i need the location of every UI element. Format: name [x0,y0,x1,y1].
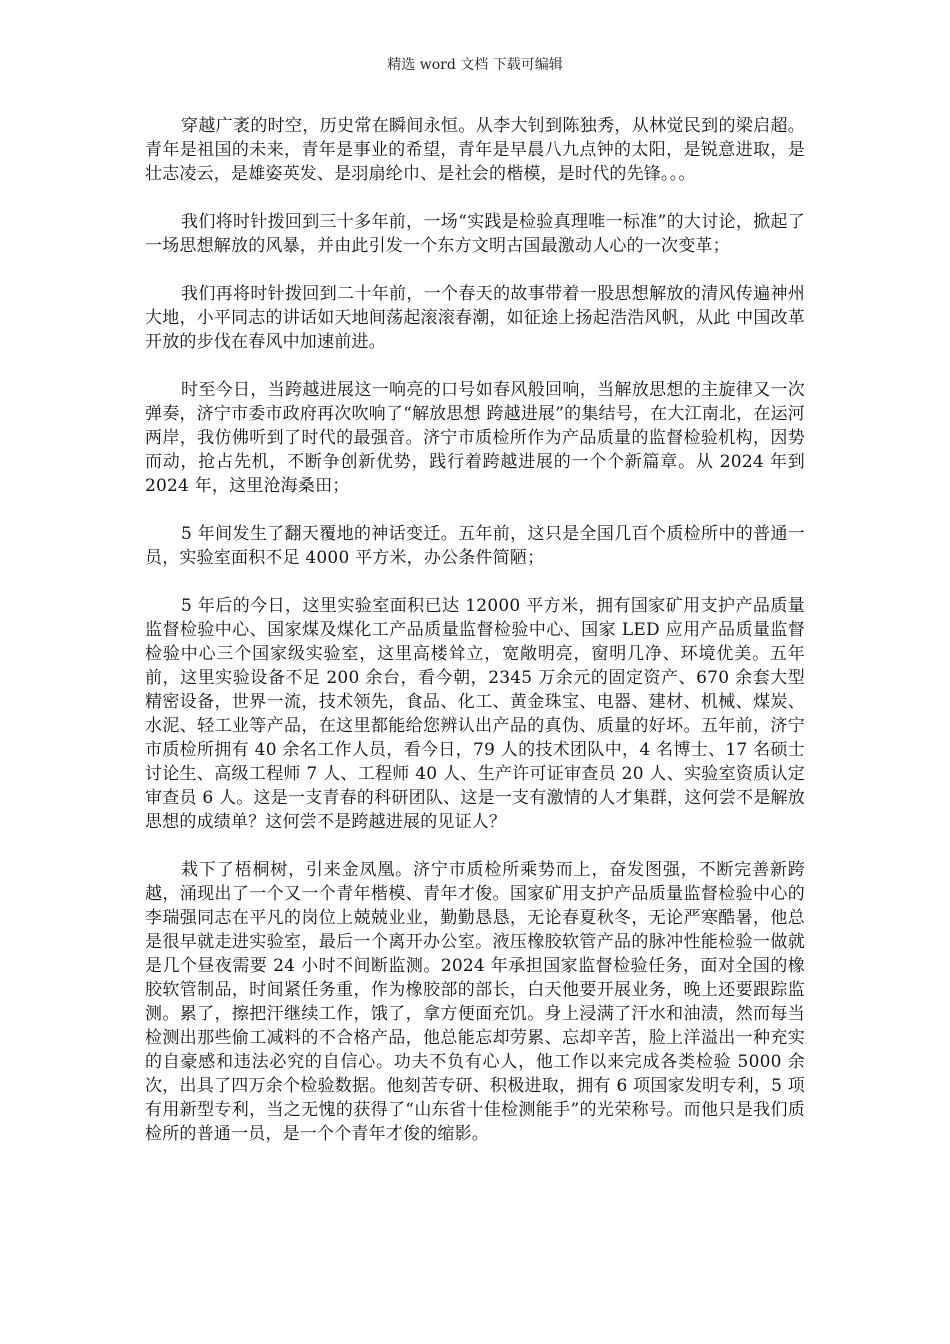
paragraph-3: 我们再将时针拨回到二十年前，一个春天的故事带着一股思想解放的清风传遍神州大地，小平同志的讲话如天地间荡起滚滚春潮，如征途上扬起浩浩风帆，从此 中国改革开放的步伐在春风中加速前进。 [145,284,805,352]
page-header: 精选 word 文档 下载可编辑 [387,57,563,73]
paragraph-5: 5 年间发生了翻天覆地的神话变迁。五年前，这只是全国几百个质检所中的普通一员，实验室面积不足 4000 平方米，办公条件简陋； [145,524,805,568]
paragraph-2: 我们将时针拨回到三十多年前，一场“实践是检验真理唯一标准”的大讨论，掀起了一场思想解放的风暴，并由此引发一个东方文明古国最激动人心的一次变革； [145,212,805,256]
paragraph-6: 5 年后的今日，这里实验室面积已达 12000 平方米，拥有国家矿用支护产品质量监督检验中心、国家煤及煤化工产品质量监督检验中心、国家 LED 应用产品质量监督检验中心三个国家级实验室，这里高楼耸立，宽敞明亮，窗明几净、环境优美。五年前，这里实验设备不足 200 余台，看今朝，2345 万余元的固定资产、670 余套大型精密设备，世界一流，技术领先，食品、化工、黄金珠宝、电器、建材、机械、煤炭、水泥、轻工业等产品，在这里都能给您辨认出产品的真伪、质量的好坏。五年前，济宁市质检所拥有 40 余名工作人员，看今日，79 人的技术团队中，4 名博士、17 名硕士讨论生、高级工程师 7 人、工程师 40 人、生产许可证审查员 20 人、实验室资质认定审查员 6 人。这是一支青春的科研团队、这是一支有激情的人才集群，这何尝不是解放思想的成绩单？这何尝不是跨越进展的见证人？ [145,596,805,832]
paragraph-7: 栽下了梧桐树，引来金凤凰。济宁市质检所乘势而上，奋发图强，不断完善新跨越，涌现出了一个又一个青年楷模、青年才俊。国家矿用支护产品质量监督检验中心的李瑞强同志在平凡的岗位上兢兢业业，勤勤恳恳，无论春夏秋冬，无论严寒酷暑，他总是很早就走进实验室，最后一个离开办公室。液压橡胶软管产品的脉冲性能检验一做就是几个昼夜需要 24 小时不间断监测。2024 年承担国家监督检验任务，面对全国的橡胶软管制品，时间紧任务重，作为橡胶部的部长，白天他要开展业务，晚上还要跟踪监测。累了，擦把汗继续工作，饿了，拿方便面充饥。身上浸满了汗水和油渍，然而每当检测出那些偷工减料的不合格产品，他总能忘却劳累、忘却辛苦，脸上洋溢出一种充实的自豪感和违法必究的自信心。功夫不负有心人，他工作以来完成各类检验 5000 余次，出具了四万余个检验数据。他刻苦专研、积极进取，拥有 6 项国家发明专利，5 项有用新型专利，当之无愧的获得了“山东省十佳检测能手”的光荣称号。而他只是我们质检所的普通一员，是一个个青年才俊的缩影。 [145,860,805,1144]
document-body [145,114,805,1170]
paragraph-4: 时至今日，当跨越进展这一响亮的口号如春风般回响，当解放思想的主旋律又一次弹奏，济宁市委市政府再次吹响了“解放思想 跨越进展”的集结号，在大江南北，在运河两岸，我仿佛听到了时代的最强音。济宁市质检所作为产品质量的监督检验机构，因势而动，抢占先机，不断争创新优势，践行着跨越进展的一个个新篇章。从 2024 年到 2024 年，这里沧海桑田； [145,380,805,496]
paragraph-1: 穿越广袤的时空，历史常在瞬间永恒。从李大钊到陈独秀，从林觉民到的梁启超。青年是祖国的未来，青年是事业的希望，青年是早晨八九点钟的太阳，是锐意进取，是壮志凌云，是雄姿英发、是羽扇纶巾、是社会的楷模，是时代的先锋。。。 [145,116,805,184]
